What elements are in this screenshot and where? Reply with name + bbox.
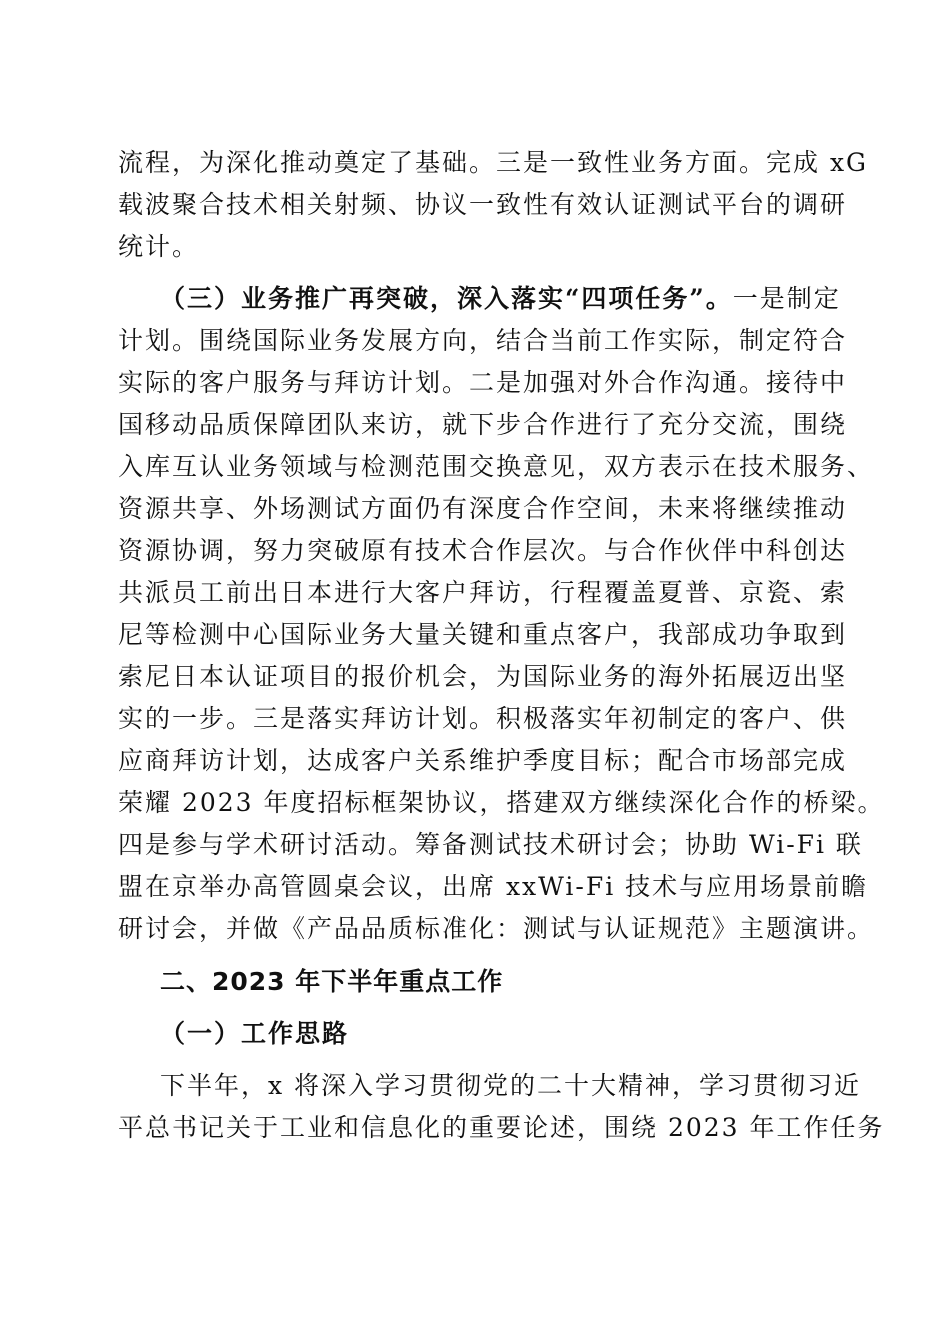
text-line: 资源协调，努力突破原有技术合作层次。与合作伙伴中科创达 [118,536,848,565]
section-three-heading: （三）业务推广再突破，深入落实“四项任务”。 [160,284,733,313]
text-line: 计划。围绕国际业务发展方向，结合当前工作实际，制定符合 [118,326,848,355]
section-three-line [160,279,880,319]
text-line: 国移动品质保障团队来访，就下步合作进行了充分交流，围绕 [118,410,848,439]
text-line: 统计。 [118,232,200,261]
text-line: 实的一步。三是落实拜访计划。积极落实年初制定的客户、供 [118,704,848,733]
text-line: 索尼日本认证项目的报价机会，为国际业务的海外拓展迈出坚 [118,662,848,691]
text-line: 资源共享、外场测试方面仍有深度合作空间，未来将继续推动 [118,494,848,523]
text-line: 平总书记关于工业和信息化的重要论述，围绕 2023 年工作任务 [118,1113,885,1142]
section-three-tail: 一是制定 [732,284,841,313]
text-line: 荣耀 2023 年度招标框架协议，搭建双方继续深化合作的桥梁。 [118,788,885,817]
text-line: 入库互认业务领域与检测范围交换意见，双方表示在技术服务、 [118,452,875,481]
text-line: 尼等检测中心国际业务大量关键和重点客户，我部成功争取到 [118,620,848,649]
text-line: 应商拜访计划，达成客户关系维护季度目标；配合市场部完成 [118,746,848,775]
subsection-heading: （一）工作思路 [160,1019,350,1048]
section-heading: 二、2023 年下半年重点工作 [160,967,504,996]
text-line: 下半年，x 将深入学习贯彻党的二十大精神，学习贯彻习近 [160,1071,862,1100]
text-line: 四是参与学术研讨活动。筹备测试技术研讨会；协助 Wi-Fi 联 [118,830,863,859]
text-line: 共派员工前出日本进行大客户拜访，行程覆盖夏普、京瓷、索 [118,578,848,607]
text-line: 研讨会，并做《产品品质标准化：测试与认证规范》主题演讲。 [118,914,875,943]
text-line: 载波聚合技术相关射频、协议一致性有效认证测试平台的调研 [118,190,848,219]
text-line: 实际的客户服务与拜访计划。二是加强对外合作沟通。接待中 [118,368,848,397]
text-line: 盟在京举办高管圆桌会议，出席 xxWi-Fi 技术与应用场景前瞻 [118,872,869,901]
text-line: 流程，为深化推动奠定了基础。三是一致性业务方面。完成 xG [118,148,869,177]
